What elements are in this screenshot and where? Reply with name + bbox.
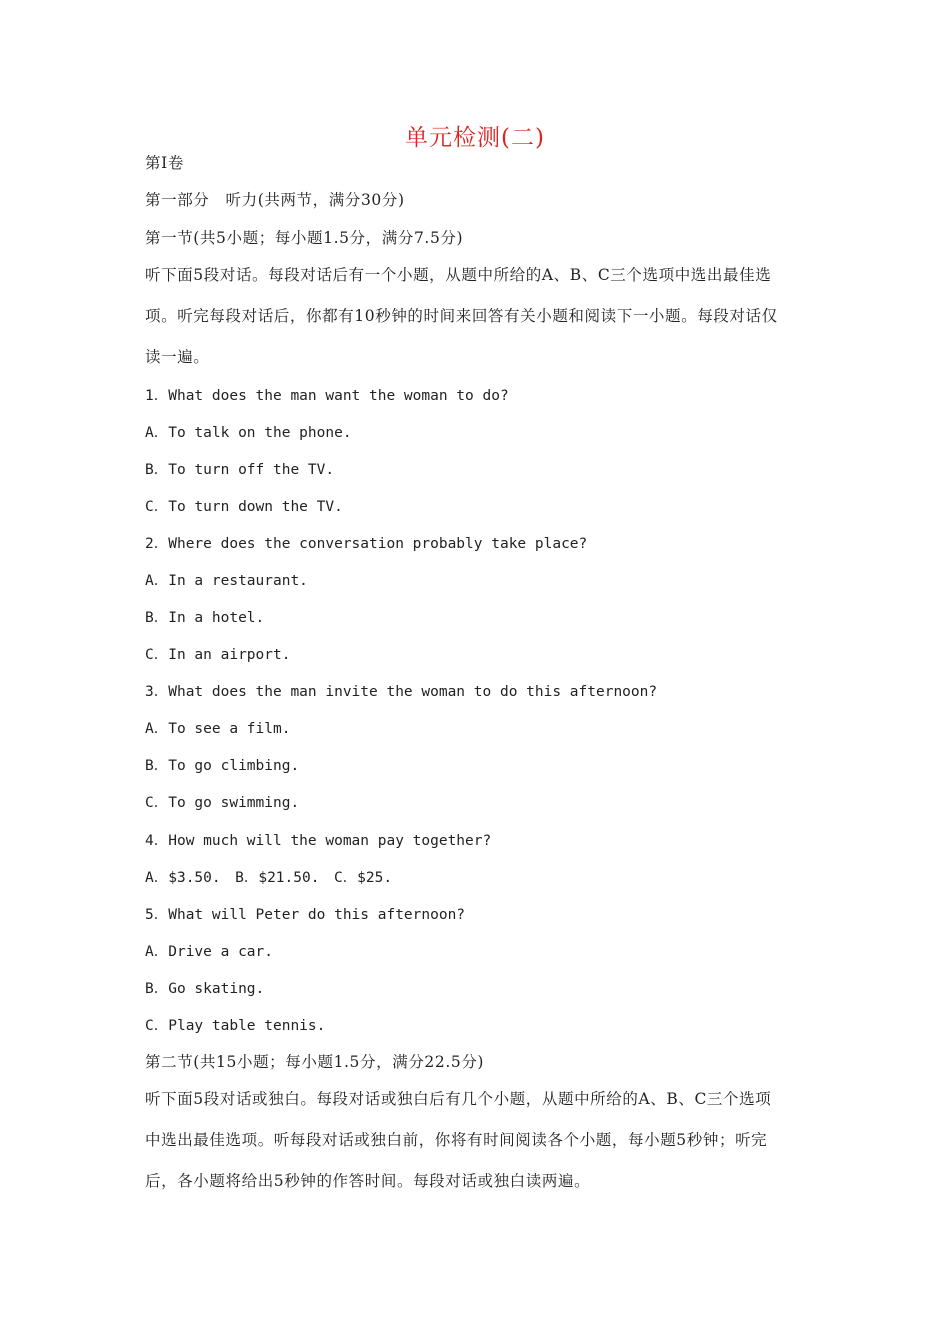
question-text: 5．What will Peter do this afternoon?: [145, 907, 466, 923]
instruction-line: 后，各小题将给出5秒钟的作答时间。每段对话或独白读两遍。: [145, 1172, 591, 1190]
instruction-line: 中选出最佳选项。听每段对话或独白前，你将有时间阅读各个小题，每小题5秒钟；听完: [145, 1131, 768, 1149]
question-text: 3．What does the man invite the woman to do this afternoon?: [145, 684, 658, 700]
section-heading: 第一部分 听力(共两节，满分30分): [145, 191, 405, 209]
answer-option: B．To go climbing.: [145, 758, 300, 774]
answer-option: C．Play table tennis.: [145, 1018, 326, 1034]
answer-option: A．$3.50. B．$21.50. C．$25.: [145, 870, 393, 886]
document-title: 单元检测(二): [405, 125, 545, 151]
instruction-line: 听下面5段对话或独白。每段对话或独白后有几个小题，从题中所给的A、B、C三个选项: [145, 1090, 772, 1108]
answer-option: A．To talk on the phone.: [145, 425, 352, 441]
part-label: 第Ⅰ卷: [145, 154, 184, 172]
instruction-line: 听下面5段对话。每段对话后有一个小题，从题中所给的A、B、C三个选项中选出最佳选: [145, 266, 772, 284]
answer-option: A．In a restaurant.: [145, 573, 308, 589]
question-text: 1．What does the man want the woman to do?: [145, 388, 509, 404]
answer-option: B．Go skating.: [145, 981, 265, 997]
answer-option: B．In a hotel.: [145, 610, 265, 626]
answer-option: C．To turn down the TV.: [145, 499, 343, 515]
instruction-line: 读一遍。: [145, 348, 210, 366]
answer-option: A．To see a film.: [145, 721, 291, 737]
subsection-heading: 第二节(共15小题；每小题1.5分，满分22.5分): [145, 1053, 485, 1071]
answer-option: C．In an airport.: [145, 647, 291, 663]
question-text: 4．How much will the woman pay together?: [145, 833, 492, 849]
answer-option: A．Drive a car.: [145, 944, 273, 960]
answer-option: C．To go swimming.: [145, 795, 300, 811]
answer-option: B．To turn off the TV.: [145, 462, 335, 478]
subsection-heading: 第一节(共5小题；每小题1.5分，满分7.5分): [145, 229, 464, 247]
instruction-line: 项。听完每段对话后，你都有10秒钟的时间来回答有关小题和阅读下一小题。每段对话仅: [145, 307, 778, 325]
question-text: 2．Where does the conversation probably take place?: [145, 536, 588, 552]
